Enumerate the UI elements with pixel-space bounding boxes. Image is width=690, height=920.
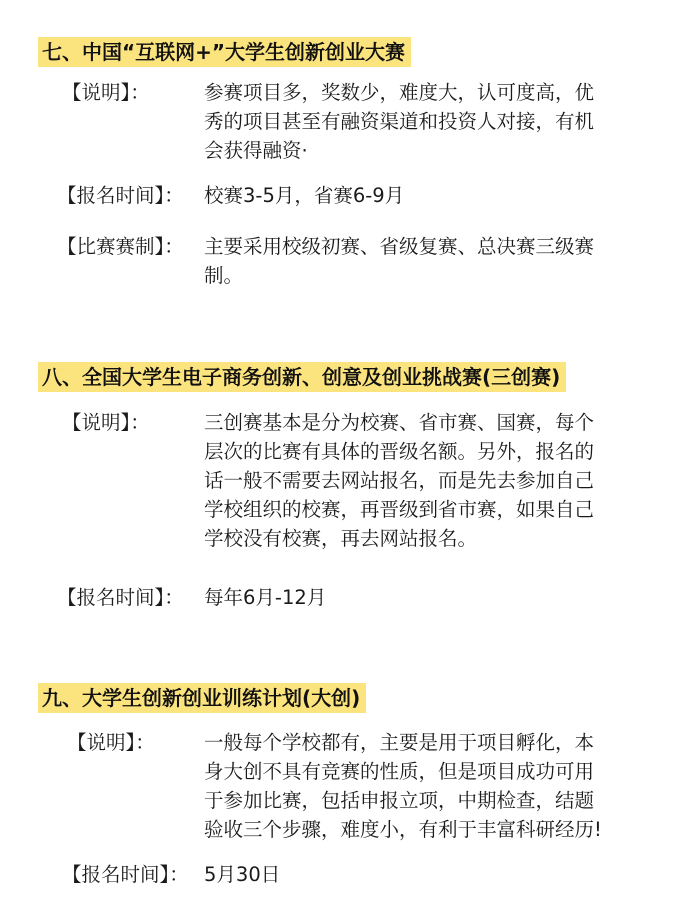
registration-time-value: 每年6月-12月 xyxy=(204,586,327,609)
description-text: 一般每个学校都有，主要是用于项目孵化，本 身大创不具有竞赛的性质，但是项目成功可用 于参加比赛，包括申报立项，中期检查，结题 验收三个步骤，难度小，有利于丰富科研经历! xyxy=(204,731,602,841)
description-text: 三创赛基本是分为校赛、省市赛、国赛，每个 层次的比赛有具体的晋级名额。另外，报名的 话一般不需要去网站报名，而是先去参加自己 学校组织的校赛，再晋级到省市赛，如果自己 学校没有校赛，再去网站报名。 xyxy=(204,411,595,550)
section-7-heading: 七、中国“互联网+”大学生创新创业大赛 xyxy=(38,37,411,67)
competition-format-text: 主要采用校级初赛、省级复赛、总决赛三级赛 制。 xyxy=(204,235,595,287)
description-label: 【说明】： xyxy=(62,81,150,104)
competition-format-label: 【比赛赛制】： xyxy=(57,235,184,258)
description-text: 参赛项目多，奖数少，难度大，认可度高，优 秀的项目甚至有融资渠道和投资人对接，有机 会获得融资· xyxy=(204,81,595,162)
registration-time-value: 5月30日 xyxy=(204,863,281,886)
section-9-heading: 九、大学生创新创业训练计划(大创) xyxy=(38,683,366,713)
section-8-heading: 八、全国大学生电子商务创新、创意及创业挑战赛(三创赛) xyxy=(38,362,566,392)
registration-time-value: 校赛3-5月，省赛6-9月 xyxy=(204,184,405,207)
registration-time-label: 【报名时间】： xyxy=(62,863,189,886)
registration-time-label: 【报名时间】： xyxy=(57,586,184,609)
registration-time-label: 【报名时间】： xyxy=(57,184,184,207)
description-label: 【说明】： xyxy=(62,411,150,434)
description-label: 【说明】： xyxy=(67,731,155,754)
